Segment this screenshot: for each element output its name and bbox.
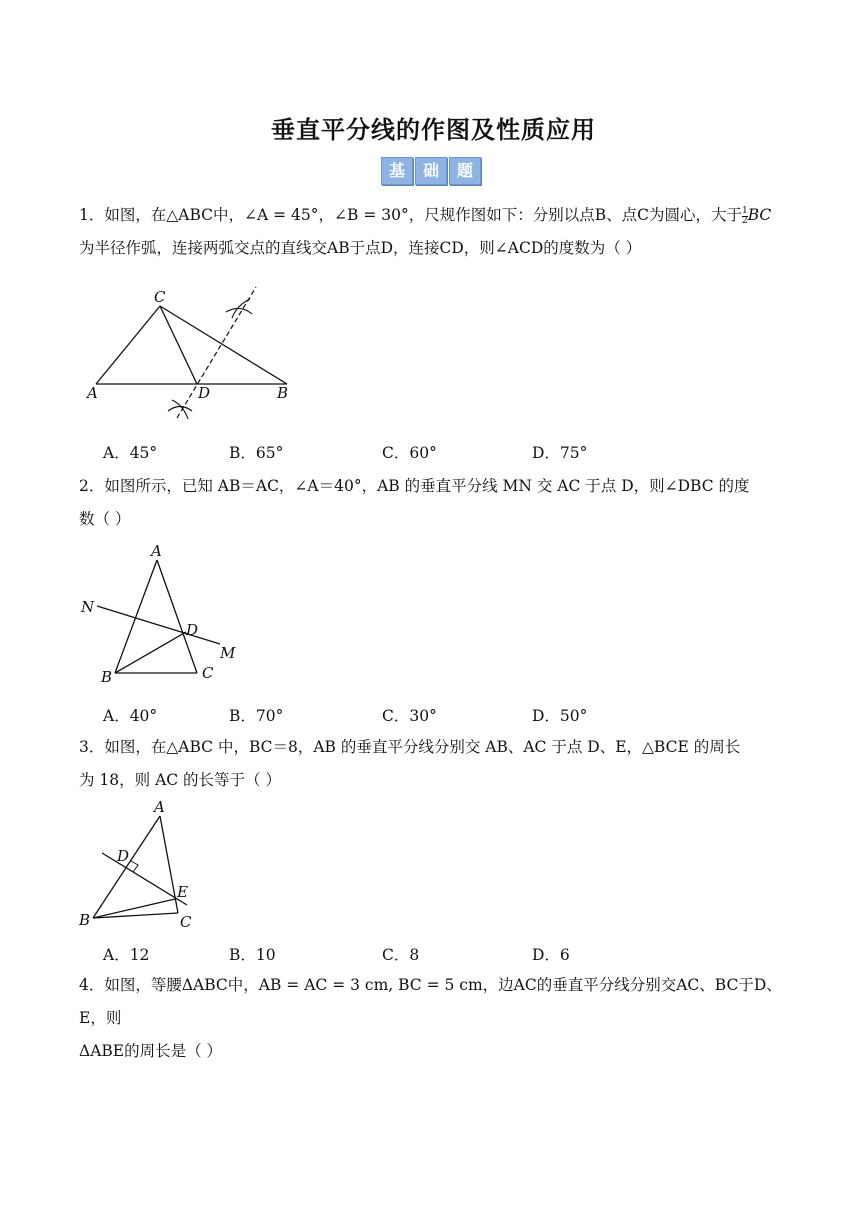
- label-E: E: [177, 883, 188, 901]
- question-2-line2: 数（ ）: [79, 510, 131, 528]
- option-c[interactable]: C．8: [382, 946, 420, 964]
- question-2: [79, 470, 791, 536]
- label-C: C: [154, 288, 166, 306]
- option-b[interactable]: B．10: [229, 946, 276, 964]
- page-title: 垂直平分线的作图及性质应用: [271, 116, 596, 144]
- section-tag-char: 基: [381, 157, 413, 185]
- question-2-line1: 2．如图所示，已知 AB＝AC，∠A＝40°，AB 的垂直平分线 MN 交 AC 于点 D，则∠DBC 的度: [79, 477, 750, 495]
- label-C: C: [202, 664, 214, 682]
- label-B: B: [101, 668, 113, 686]
- label-A: A: [87, 384, 98, 402]
- figure-2: [80, 540, 250, 690]
- label-B: B: [79, 911, 91, 929]
- option-c[interactable]: C．60°: [382, 444, 437, 462]
- option-a[interactable]: A．40°: [103, 707, 158, 725]
- fraction: $\frac{1}{2}$: [741, 205, 748, 226]
- option-a[interactable]: A．45°: [103, 444, 158, 462]
- label-A: A: [154, 798, 165, 816]
- question-4: [79, 969, 791, 1068]
- label-A: A: [151, 542, 162, 560]
- label-D: D: [117, 847, 130, 865]
- label-N: N: [81, 598, 95, 616]
- option-d[interactable]: D．50°: [532, 707, 588, 725]
- label-D: D: [186, 621, 199, 639]
- question-3-options: [103, 943, 753, 963]
- question-4-line2: ΔABE的周长是（ ）: [79, 1042, 223, 1060]
- label-D: D: [198, 384, 211, 402]
- label-C: C: [180, 913, 192, 931]
- option-d[interactable]: D．6: [532, 946, 570, 964]
- question-1-line1: 1．如图，在△ABC中，∠A = 45°，∠B = 30°，尺规作图如下：分别以点B、点C为圆心，大于 $\frac{1}{2}$ BC: [79, 205, 772, 226]
- label-B: B: [277, 384, 289, 402]
- figure-3: [76, 795, 206, 935]
- question-2-options: [103, 704, 753, 724]
- question-4-line1: 4．如图，等腰ΔABC中，AB = AC = 3 cm, BC = 5 cm，边AC的垂直平分线分别交AC、BC于D、E，则: [79, 976, 782, 1027]
- figure-1: [80, 285, 300, 430]
- section-tag: [381, 157, 481, 185]
- question-3-line2: 为 18，则 AC 的长等于（ ）: [79, 771, 281, 789]
- option-b[interactable]: B．70°: [229, 707, 284, 725]
- question-3: [79, 731, 791, 797]
- question-1-options: [103, 441, 753, 461]
- option-c[interactable]: C．30°: [382, 707, 437, 725]
- option-a[interactable]: A．12: [103, 946, 150, 964]
- section-tag-char: 础: [415, 157, 447, 185]
- question-3-line1: 3．如图，在△ABC 中，BC＝8，AB 的垂直平分线分别交 AB、AC 于点 D、E，△BCE 的周长: [79, 738, 741, 756]
- question-1-line2: 为半径作弧，连接两弧交点的直线交AB于点D，连接CD，则∠ACD的度数为（ ）: [79, 239, 642, 257]
- section-tag-char: 题: [449, 157, 481, 185]
- option-b[interactable]: B．65°: [229, 444, 284, 462]
- label-M: M: [220, 644, 236, 662]
- question-1: [79, 199, 791, 265]
- option-d[interactable]: D．75°: [532, 444, 588, 462]
